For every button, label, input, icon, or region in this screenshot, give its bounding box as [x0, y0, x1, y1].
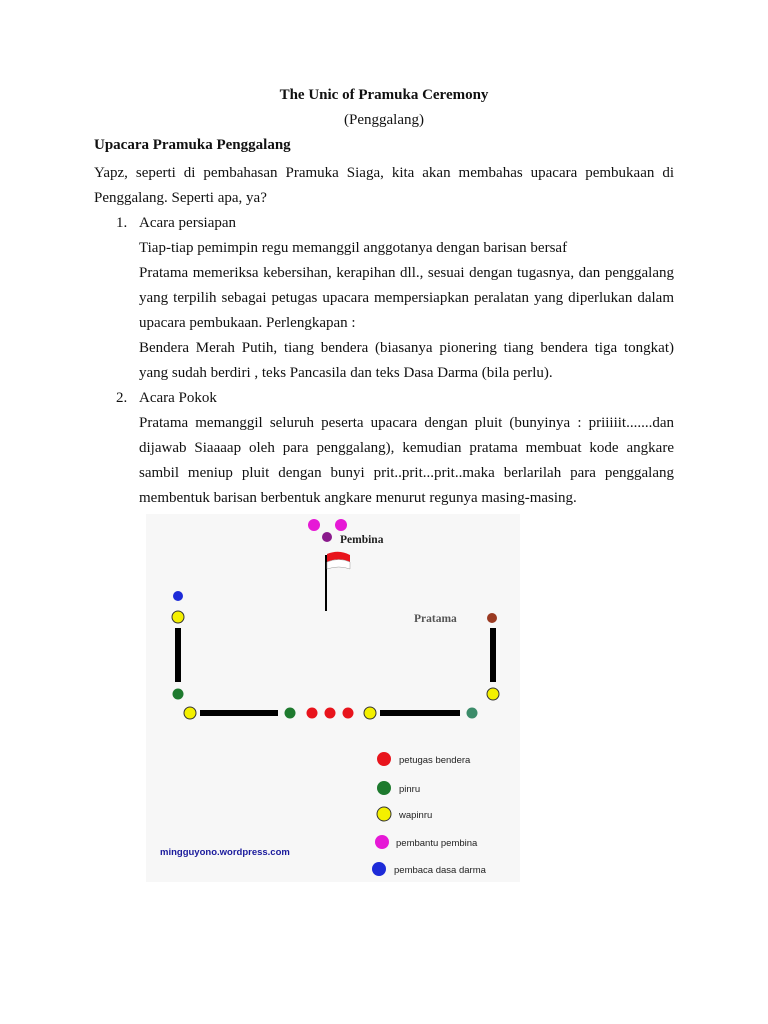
legend-label: wapinru: [399, 810, 433, 821]
document-subtitle: (Penggalang): [344, 112, 424, 128]
marker-pratama: [487, 613, 497, 623]
marker-petugas-bendera: [325, 708, 336, 719]
list-item: [94, 386, 674, 511]
flag-icon: [327, 552, 350, 569]
formation-diagram-svg: [146, 514, 520, 882]
marker-wapinru: [487, 688, 499, 700]
list-item-label: Acara Pokok: [139, 390, 217, 406]
marker-petugas-bendera: [307, 708, 318, 719]
marker-pembina: [322, 532, 332, 542]
marker-pembaca-dasa-darma: [173, 591, 183, 601]
legend-swatch: [377, 781, 391, 795]
legend-swatch: [375, 835, 389, 849]
document-title: The Unic of Pramuka Ceremony: [279, 87, 489, 103]
marker-pembantu-pembina: [308, 519, 320, 531]
marker-pinru: [467, 708, 478, 719]
diagram-background: [146, 514, 520, 882]
marker-wapinru: [172, 611, 184, 623]
marker-pinru: [285, 708, 296, 719]
list-paragraph: Pratama memeriksa kebersihan, kerapihan dll., sesuai dengan tugasnya, dan penggalang yang terpilih sebagai petugas upacara mempersiapkan peralatan yang diperlukan dalam upacara pembukaan. Perlengkapan :: [139, 265, 674, 331]
troop-line: [175, 628, 181, 682]
list-paragraph: Bendera Merah Putih, tiang bendera (biasanya pionering tiang bendera tiga tongkat) yang sudah berdiri , teks Pancasila dan teks Dasa Darma (bila perlu).: [139, 340, 674, 381]
formation-diagram: [146, 514, 520, 882]
intro-paragraph: Yapz, seperti di pembahasan Pramuka Siaga, kita akan membahas upacara pembukaan di Penggalang. Seperti apa, ya?: [94, 165, 674, 206]
troop-line: [200, 710, 278, 716]
watermark-text: mingguyono.wordpress.com: [160, 847, 290, 858]
legend-label: pembantu pembina: [396, 838, 478, 849]
legend-label: pembaca dasa darma: [394, 865, 486, 876]
marker-pembantu-pembina: [335, 519, 347, 531]
marker-wapinru: [184, 707, 196, 719]
list-paragraph: Tiap-tiap pemimpin regu memanggil anggotanya dengan barisan bersaf: [139, 240, 568, 256]
troop-line: [490, 628, 496, 682]
legend-swatch: [377, 807, 391, 821]
troop-line: [380, 710, 460, 716]
label-pratama: Pratama: [414, 613, 457, 625]
label-pembina: Pembina: [340, 534, 384, 546]
marker-wapinru: [364, 707, 376, 719]
list-item-label: Acara persiapan: [139, 215, 237, 231]
list-paragraph: Pratama memanggil seluruh peserta upacara dengan pluit (bunyinya : priiiiit.......dan dijawab Siaaaap oleh para penggalang), kemudian pratama membuat kode angkare sambil meniup pluit dengan bunyi prit..prit...prit..maka berlarilah para penggalang membentuk barisan berbentuk angkare menurut regunya masing-masing.: [139, 415, 674, 506]
legend-label: pinru: [399, 784, 421, 795]
legend-swatch: [372, 862, 386, 876]
marker-petugas-bendera: [343, 708, 354, 719]
legend-swatch: [377, 752, 391, 766]
ceremony-steps-list: [94, 211, 674, 511]
list-number: 1.: [116, 215, 128, 231]
legend-label: petugas bendera: [399, 755, 471, 766]
list-number: 2.: [116, 390, 128, 406]
list-item: [94, 211, 674, 386]
marker-pinru: [173, 689, 184, 700]
section-heading: Upacara Pramuka Penggalang: [94, 137, 291, 153]
